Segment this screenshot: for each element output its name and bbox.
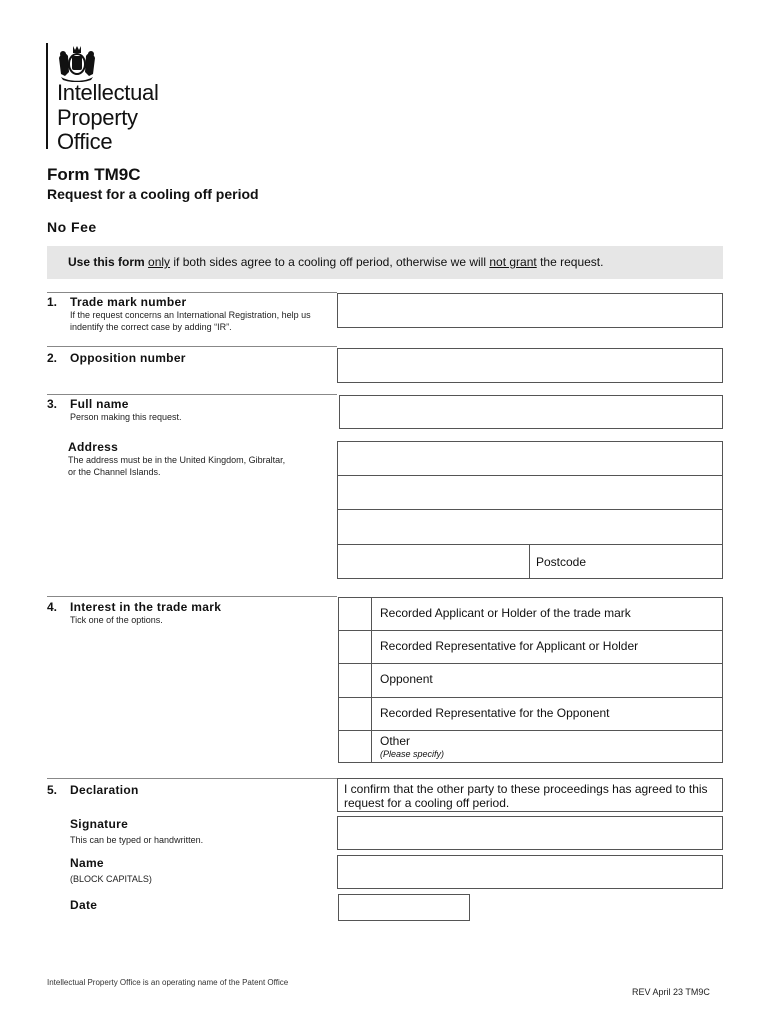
- option-4-checkbox[interactable]: [338, 697, 372, 731]
- section-divider: [47, 778, 337, 779]
- opposition-number-label: Opposition number: [70, 351, 186, 365]
- section-4-number: 4.: [47, 600, 58, 614]
- address-line-3-input[interactable]: [337, 509, 723, 545]
- footer-note: Intellectual Property Office is an operating name of the Patent Office: [47, 978, 289, 987]
- section-1-number: 1.: [47, 295, 58, 309]
- section-2-number: 2.: [47, 351, 58, 365]
- signature-input[interactable]: [337, 816, 723, 850]
- signature-help: This can be typed or handwritten.: [70, 835, 204, 845]
- org-name-line-1: Intellectual: [57, 80, 159, 105]
- option-2-checkbox[interactable]: [338, 630, 372, 664]
- name-label: Name: [70, 856, 104, 870]
- interest-label: Interest in the trade mark: [70, 600, 222, 614]
- revision-code: REV April 23 TM9C: [632, 987, 710, 997]
- address-line-4-input[interactable]: [337, 544, 530, 579]
- banner-not-grant: not grant: [489, 255, 537, 269]
- option-5-other[interactable]: [371, 730, 723, 763]
- declaration-label: Declaration: [70, 783, 139, 797]
- section-divider: [47, 292, 337, 293]
- section-divider: [47, 394, 337, 395]
- option-5-label: Other: [380, 734, 411, 748]
- royal-coat-of-arms-icon: [55, 44, 99, 82]
- instruction-banner: [47, 246, 723, 279]
- banner-end: the request.: [540, 255, 604, 269]
- address-line-2-input[interactable]: [337, 475, 723, 510]
- interest-help: Tick one of the options.: [70, 615, 163, 625]
- section-5-number: 5.: [47, 783, 58, 797]
- form-title: Form TM9C: [47, 165, 141, 184]
- date-label: Date: [70, 898, 98, 912]
- address-label: Address: [68, 440, 119, 454]
- option-1-label: Recorded Applicant or Holder of the trade mark: [371, 597, 723, 631]
- signature-label: Signature: [70, 817, 129, 831]
- postcode-input[interactable]: [529, 544, 723, 579]
- option-3-checkbox[interactable]: [338, 663, 372, 698]
- full-name-help: Person making this request.: [70, 412, 182, 422]
- other-specify-note: (Please specify): [380, 749, 445, 759]
- name-input[interactable]: [337, 855, 723, 889]
- banner-bold: Use this form: [68, 255, 145, 269]
- trade-mark-number-help: If the request concerns an International Registration, help us indentify the correct case by adding “IR”.: [70, 310, 311, 332]
- full-name-label: Full name: [70, 397, 129, 411]
- option-3-label: Opponent: [371, 663, 723, 698]
- date-input[interactable]: [338, 894, 470, 921]
- instruction-text: [68, 255, 603, 269]
- address-help: The address must be in the United Kingdom, Gibraltar, or the Channel Islands.: [68, 455, 286, 477]
- opposition-number-input[interactable]: [337, 348, 723, 383]
- address-line-1-input[interactable]: [337, 441, 723, 476]
- postcode-label: Postcode: [536, 555, 587, 569]
- form-subtitle: Request for a cooling off period: [47, 186, 259, 202]
- org-name-line-3: Office: [57, 129, 113, 154]
- logo-bar: [46, 43, 48, 149]
- option-5-checkbox[interactable]: [338, 730, 372, 763]
- trade-mark-number-label: Trade mark number: [70, 295, 187, 309]
- trade-mark-number-input[interactable]: [337, 293, 723, 328]
- option-1-checkbox[interactable]: [338, 597, 372, 631]
- org-name-line-2: Property: [57, 105, 138, 130]
- fee-note: No Fee: [47, 219, 97, 235]
- banner-only: only: [148, 255, 171, 269]
- option-4-label: Recorded Representative for the Opponent: [371, 697, 723, 731]
- banner-middle: if both sides agree to a cooling off period, otherwise we will: [173, 255, 487, 269]
- name-help: (BLOCK CAPITALS): [70, 874, 152, 884]
- section-3-number: 3.: [47, 397, 58, 411]
- declaration-text: I confirm that the other party to these proceedings has agreed to this request for a cooling off period.: [337, 778, 723, 812]
- full-name-input[interactable]: [339, 395, 723, 429]
- section-divider: [47, 346, 337, 347]
- option-2-label: Recorded Representative for Applicant or Holder: [371, 630, 723, 664]
- section-divider: [47, 596, 337, 597]
